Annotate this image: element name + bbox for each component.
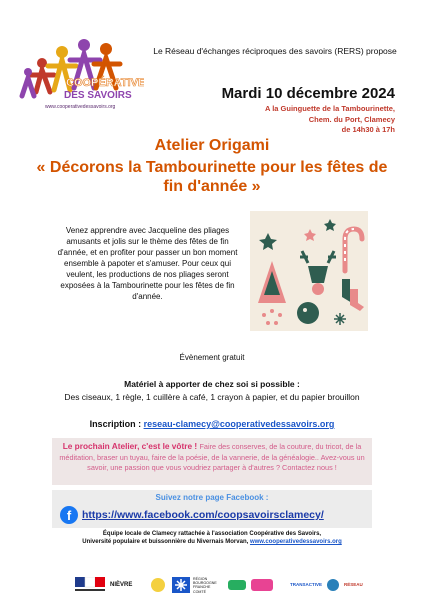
origami-illustration [250, 211, 368, 331]
footer-link[interactable]: www.cooperativedessavoirs.org [249, 539, 342, 545]
facebook-title: Suivez notre page Facebook : [155, 493, 269, 502]
materials-list: Des ciseaux, 1 règle, 1 cuillère à café, 1 crayon à papier, et du papier brouillon [64, 392, 360, 402]
venue [200, 104, 395, 136]
callout-lead: Le prochain Atelier, c'est le vôtre ! [62, 441, 200, 451]
reindeer-icon [300, 251, 336, 295]
drops-icon [262, 309, 282, 325]
snowflake-icon [334, 313, 346, 325]
republique-logo [75, 577, 105, 593]
pink-partner-logo [250, 577, 274, 593]
reseau-logo: RÉSEAU [344, 582, 363, 587]
stocking-icon [350, 289, 364, 311]
inscription-email-link[interactable]: reseau-clamecy@cooperativedessavoirs.org [143, 419, 335, 429]
transactive-logo: TRANSACTIVE [290, 582, 323, 587]
facebook-link[interactable]: https://www.facebook.com/coopsavoirsclamecy/ [82, 509, 324, 521]
nievre-logo: NIÈVRE [110, 582, 133, 588]
candy-cane-icon [345, 229, 362, 271]
ornament-icon [297, 302, 319, 324]
description: Venez apprendre avec Jacqueline des pliages amusants et jolis sur le thème des fêtes de fin d'année, et en profiter pour passer un bon moment ensemble à papoter et s'amuser. Pour ceux qui veulent, les productions de nos pliages seront exposées à la Tambourinette pour les fêtes de fin d'année. [57, 226, 238, 301]
footer [20, 530, 404, 546]
snowflake-partner-logo [172, 577, 190, 593]
event-date: Mardi 10 décembre 2024 [221, 85, 395, 102]
star-icon [304, 229, 316, 241]
logo-url: www.cooperativedessavoirs.org [45, 104, 116, 110]
green-partner-logo [226, 577, 248, 593]
venue-line2: Chem. du Port, Clamecy [308, 114, 395, 124]
callout-text: Faire des conserves, de la couture, du tricot, de la méditation, braser un tuyau, faire de la poésie, de la vannerie, de la généalogie.. Avez-vous un savoir, une passion que vous voudriez partager à d'autres ? Contactez nous ! [59, 442, 365, 472]
facebook-box [52, 490, 372, 528]
venue-time: de 14h30 à 17h [341, 125, 395, 134]
star-icon [259, 233, 277, 250]
inscription [0, 419, 424, 429]
venue-line1: A la Guinguette de la Tambourinette, [264, 104, 395, 113]
materials-title: Matériel à apporter de chez soi si possible : [124, 379, 300, 389]
next-workshop-callout [52, 438, 372, 485]
footer-line1: Équipe locale de Clamecy rattachée à l'association Coopérative des Savoirs, [102, 531, 322, 537]
logo-line1: COOPÉRATIVE [66, 77, 144, 89]
star-icon [324, 219, 336, 231]
circle-partner-logo [326, 577, 340, 593]
logo-line2: DES SAVOIRS [64, 90, 132, 101]
footer-line2: Université populaire et buissonnière du Nivernais Morvan, [82, 539, 250, 545]
workshop-title: Atelier Origami [154, 137, 270, 154]
bfc-logo: RÉGION BOURGOGNE FRANCHE COMTÉ [193, 577, 217, 594]
pays-logo [148, 577, 168, 593]
facebook-icon[interactable]: f [60, 506, 78, 524]
workshop-subtitle: « Décorons la Tambourinette pour les fêtes de fin d'année » [36, 159, 388, 195]
intro-text: Le Réseau d'échanges réciproques des savoirs (RERS) propose [153, 46, 397, 56]
free-event-note: Évènement gratuit [179, 353, 245, 362]
inscription-label: Inscription : [89, 419, 144, 429]
